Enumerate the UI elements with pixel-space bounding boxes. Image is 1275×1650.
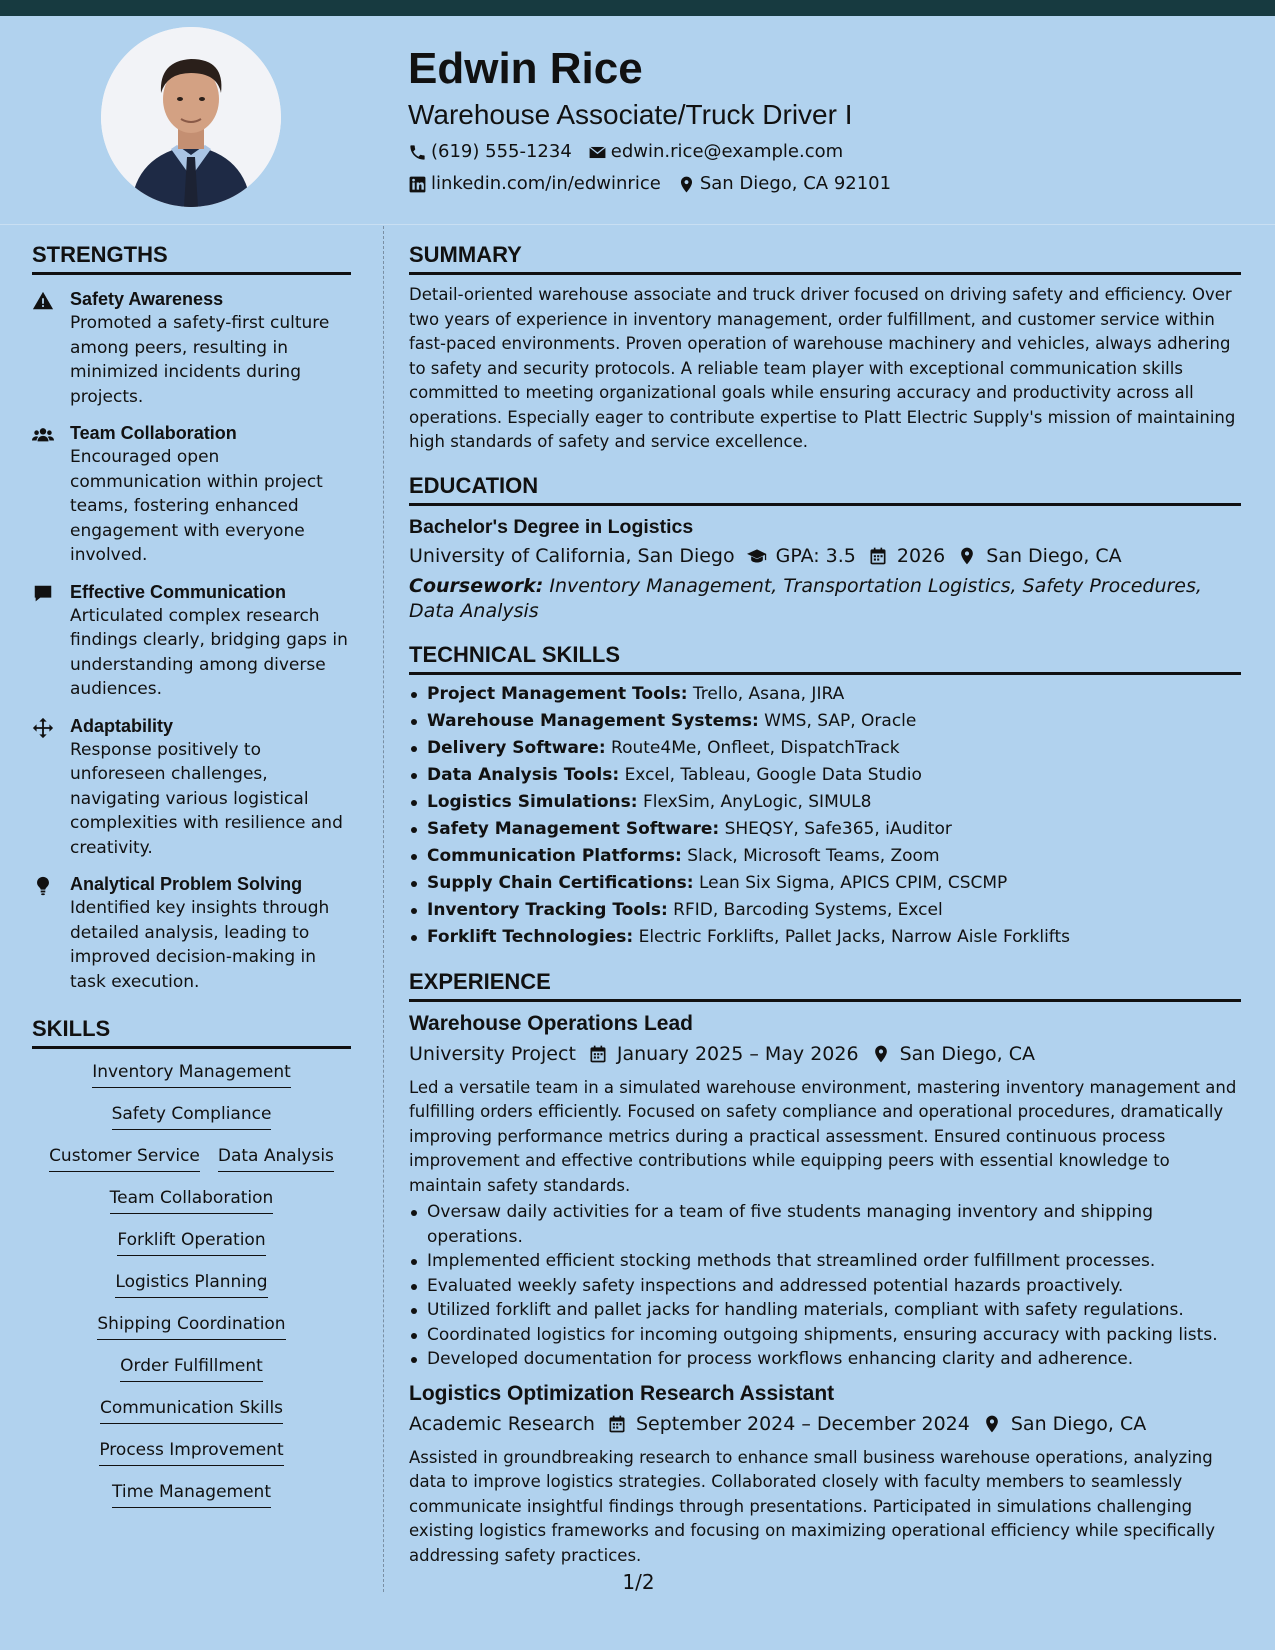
- education-school: University of California, San Diego: [409, 544, 735, 567]
- experience-heading: EXPERIENCE: [409, 967, 1241, 1002]
- job-bullet: Developed documentation for process workflows enhancing clarity and adherence.: [409, 1347, 1241, 1372]
- right-column: [409, 240, 1241, 1568]
- skill-tag: Shipping Coordination: [97, 1311, 285, 1340]
- strength-title: Team Collaboration: [70, 423, 237, 443]
- technical-skill-label: Safety Management Software:: [427, 818, 720, 839]
- technical-skill-item: [409, 681, 1241, 708]
- technical-skill-item: [409, 816, 1241, 843]
- email-text: edwin.rice@example.com: [610, 141, 844, 162]
- job-meta: [409, 1040, 1241, 1068]
- summary-heading: SUMMARY: [409, 240, 1241, 275]
- job-title: Warehouse Operations Lead: [409, 1011, 693, 1035]
- strength-description: Encouraged open communication within project teams, fostering enhanced engagement with everyone involved.: [70, 447, 323, 565]
- technical-skill-item: [409, 708, 1241, 735]
- technical-skill-item: [409, 870, 1241, 897]
- resume-header: [408, 40, 1228, 196]
- email-contact[interactable]: [588, 140, 843, 164]
- skill-tag: Time Management: [112, 1479, 271, 1508]
- job-bullet: Utilized forklift and pallet jacks for handling materials, compliant with safety regulations.: [409, 1298, 1241, 1323]
- technical-skill-value: Electric Forklifts, Pallet Jacks, Narrow Aisle Forklifts: [638, 926, 1071, 947]
- header-divider: [0, 224, 1275, 225]
- phone-contact[interactable]: [408, 140, 572, 164]
- warning-icon: [32, 290, 54, 312]
- candidate-name: Edwin Rice: [408, 44, 643, 93]
- map-pin-icon: [871, 1044, 891, 1064]
- graduation-cap-icon: [747, 546, 767, 566]
- job-org: Academic Research: [409, 1412, 595, 1435]
- skill-tag: Forklift Operation: [117, 1227, 265, 1256]
- skill-tag: Communication Skills: [100, 1395, 283, 1424]
- summary-text: Detail-oriented warehouse associate and truck driver focused on driving safety and efficiency. Over two years of experience in inventory management, order fulfillment, and customer service within fast-paced environments. Proven operation of warehouse machinery and vehicles, always adhering to safety and security protocols. A reliable team player with exceptional communication skills committed to meeting organizational goals while ensuring accuracy and productivity across all operations. Especially eager to contribute expertise to Platt Electric Supply's mission of maintaining high standards of safety and service excellence.: [409, 285, 1236, 451]
- coursework-text: Inventory Management, Transportation Logistics, Safety Procedures, Data Analysis: [409, 574, 1202, 622]
- job-dates: September 2024 – December 2024: [635, 1412, 970, 1435]
- left-column: [32, 240, 351, 1521]
- phone-icon: [408, 143, 427, 162]
- technical-skill-label: Supply Chain Certifications:: [427, 872, 694, 893]
- technical-skills-list: [409, 681, 1241, 951]
- candidate-title: Warehouse Associate/Truck Driver I: [408, 99, 853, 130]
- strength-item: [32, 714, 351, 861]
- map-pin-icon: [982, 1414, 1002, 1434]
- technical-skill-item: [409, 735, 1241, 762]
- education-year: 2026: [896, 544, 946, 567]
- job-description: Assisted in groundbreaking research to enhance small business warehouse operations, analyzing data to improve logistics strategies. Collaborated closely with faculty members to seamlessly communicate insightful findings through presentations. Participated in simulations challenging existing logistics frameworks and focusing on maximizing operational efficiency while specifically addressing safety practices.: [409, 1447, 1216, 1565]
- skill-tag: Safety Compliance: [112, 1101, 272, 1130]
- technical-skill-value: SHEQSY, Safe365, iAuditor: [724, 818, 952, 839]
- technical-skill-label: Logistics Simulations:: [427, 791, 638, 812]
- technical-skill-value: Slack, Microsoft Teams, Zoom: [687, 845, 940, 866]
- technical-skill-label: Inventory Tracking Tools:: [427, 899, 668, 920]
- skills-heading: SKILLS: [32, 1014, 351, 1049]
- technical-skill-item: [409, 924, 1241, 951]
- profile-photo-illustration: [101, 27, 281, 207]
- job-meta: [409, 1410, 1241, 1438]
- job-location: San Diego, CA: [1010, 1412, 1147, 1435]
- skills-list: [32, 1059, 351, 1521]
- top-bar: [0, 0, 1275, 16]
- coursework-label: Coursework:: [409, 574, 544, 597]
- strength-description: Identified key insights through detailed analysis, leading to improved decision-making in task execution.: [70, 898, 330, 992]
- technical-skill-label: Delivery Software:: [427, 737, 606, 758]
- strength-description: Promoted a safety-first culture among peers, resulting in minimized incidents during projects.: [70, 313, 330, 407]
- job-description: Led a versatile team in a simulated warehouse environment, mastering inventory management and fulfilling orders efficiently. Focused on safety compliance and operational procedures, dramatically improving performance metrics during a practical assessment. Ensured continuous process improvement and effective contributions while equipping peers with essential knowledge to maintain safety standards.: [409, 1077, 1237, 1195]
- linkedin-icon: [408, 175, 427, 194]
- envelope-icon: [588, 143, 607, 162]
- technical-skill-item: [409, 897, 1241, 924]
- calendar-icon: [607, 1414, 627, 1434]
- technical-skill-value: WMS, SAP, Oracle: [764, 710, 917, 731]
- technical-skill-label: Data Analysis Tools:: [427, 764, 620, 785]
- page-number: [0, 1570, 1275, 1594]
- education-gpa: GPA: 3.5: [775, 544, 856, 567]
- experience-entry: [409, 1010, 1241, 1372]
- technical-skill-value: RFID, Barcoding Systems, Excel: [673, 899, 943, 920]
- technical-skill-value: Excel, Tableau, Google Data Studio: [624, 764, 922, 785]
- education-coursework: [409, 574, 1241, 624]
- skill-tag: Order Fulfillment: [120, 1353, 263, 1382]
- technical-skill-value: Lean Six Sigma, APICS CPIM, CSCMP: [698, 872, 1008, 893]
- job-location: San Diego, CA: [899, 1042, 1035, 1065]
- technical-skill-value: Trello, Asana, JIRA: [692, 683, 845, 704]
- comment-icon: [32, 583, 54, 605]
- phone-text: (619) 555-1234: [431, 141, 572, 162]
- strength-item: [32, 580, 351, 702]
- strength-title: Effective Communication: [70, 581, 287, 602]
- map-pin-icon: [677, 175, 696, 194]
- contact-row-1: [408, 140, 1228, 164]
- technical-skill-item: [409, 789, 1241, 816]
- arrows-icon: [32, 717, 54, 739]
- job-title: Logistics Optimization Research Assistant: [409, 1381, 835, 1405]
- technical-skill-label: Communication Platforms:: [427, 845, 682, 866]
- lightbulb-icon: [32, 875, 54, 897]
- strength-title: Analytical Problem Solving: [70, 874, 303, 894]
- contact-row-2: [408, 172, 1228, 196]
- technical-skill-label: Project Management Tools:: [427, 683, 688, 704]
- location-contact: [677, 172, 891, 196]
- map-pin-icon: [957, 546, 977, 566]
- job-bullet: Implemented efficient stocking methods that streamlined order fulfillment processes.: [409, 1249, 1241, 1274]
- education-degree: Bachelor's Degree in Logistics: [409, 515, 694, 538]
- skill-tag: Inventory Management: [92, 1059, 291, 1088]
- strength-item: [32, 872, 351, 994]
- calendar-icon: [868, 546, 888, 566]
- technical-skill-value: FlexSim, AnyLogic, SIMUL8: [642, 791, 872, 812]
- technical-skill-label: Warehouse Management Systems:: [427, 710, 759, 731]
- skill-tag: Team Collaboration: [110, 1185, 274, 1214]
- education-heading: EDUCATION: [409, 471, 1241, 506]
- job-bullet: Evaluated weekly safety inspections and addressed potential hazards proactively.: [409, 1274, 1241, 1299]
- skill-tag: Data Analysis: [218, 1143, 334, 1172]
- calendar-icon: [588, 1044, 608, 1064]
- location-text: San Diego, CA 92101: [699, 173, 892, 194]
- strength-item: [32, 421, 351, 568]
- technical-skill-label: Forklift Technologies:: [427, 926, 634, 947]
- linkedin-text: linkedin.com/in/edwinrice: [431, 173, 661, 194]
- profile-photo: [101, 27, 281, 207]
- strength-item: [32, 287, 351, 409]
- strength-description: Articulated complex research findings clearly, bridging gaps in understanding among diverse audiences.: [70, 605, 348, 699]
- education-location: San Diego, CA: [986, 544, 1122, 567]
- education-meta: [409, 542, 1241, 570]
- skill-tag: Process Improvement: [99, 1437, 283, 1466]
- strength-title: Safety Awareness: [70, 289, 224, 309]
- technical-skill-item: [409, 843, 1241, 870]
- strength-description: Response positively to unforeseen challenges, navigating various logistical complexities with resilience and creativity.: [70, 739, 343, 858]
- users-icon: [32, 424, 54, 446]
- strengths-heading: STRENGTHS: [32, 240, 351, 275]
- technical-skill-item: [409, 762, 1241, 789]
- job-bullet: Oversaw daily activities for a team of five students managing inventory and shipping operations.: [409, 1200, 1241, 1249]
- strengths-list: [32, 287, 351, 994]
- job-bullets: [409, 1200, 1241, 1372]
- job-bullet: Coordinated logistics for incoming outgoing shipments, ensuring accuracy with packing lists.: [409, 1323, 1241, 1348]
- technical-skills-heading: TECHNICAL SKILLS: [409, 640, 1241, 675]
- linkedin-contact[interactable]: [408, 172, 661, 196]
- job-dates: January 2025 – May 2026: [616, 1042, 859, 1065]
- column-divider: [383, 226, 384, 1592]
- technical-skill-value: Route4Me, Onfleet, DispatchTrack: [611, 737, 900, 758]
- skill-tag: Logistics Planning: [115, 1269, 267, 1298]
- strength-title: Adaptability: [70, 715, 174, 736]
- skill-tag: Customer Service: [49, 1143, 200, 1172]
- page-number-text: 1/2: [622, 1570, 655, 1594]
- job-org: University Project: [409, 1042, 576, 1065]
- experience-entry: [409, 1380, 1241, 1569]
